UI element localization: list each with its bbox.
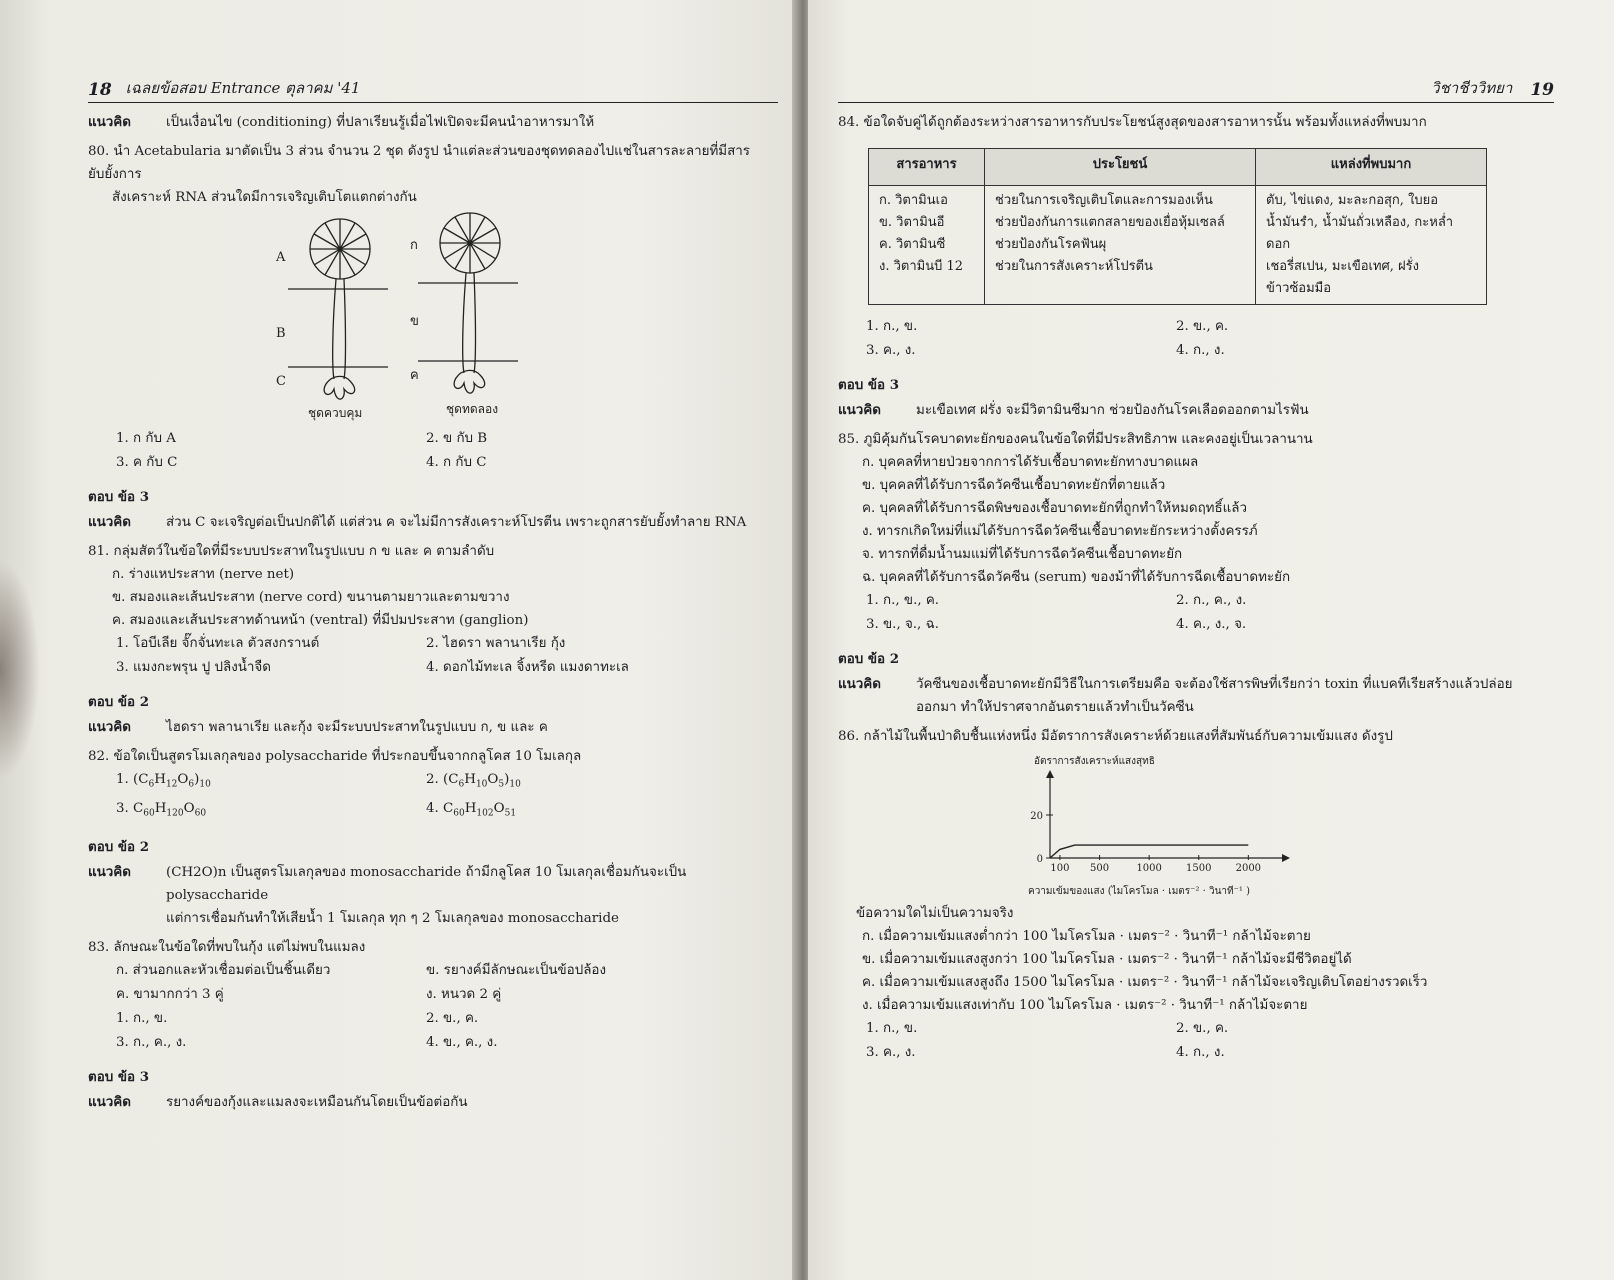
x-tick-label: 2000 [1235, 863, 1262, 874]
page-number: 18 [88, 80, 112, 100]
q85-option-1: 1. ก., ข., ค. [866, 593, 940, 608]
q82-answer: ตอบ ข้อ 2 [88, 839, 150, 856]
q83-option-4: 4. ข., ค., ง. [426, 1035, 498, 1051]
q81-option-3: 3. แมงกะพรุน ปู ปลิงน้ำจืด [116, 660, 271, 675]
nutrient: ข. วิตามินอี [879, 215, 945, 230]
q86-option-1: 1. ก., ข. [866, 1021, 918, 1036]
q86-option-2: 2. ข., ค. [1176, 1021, 1229, 1036]
q86-option-3: 3. ค., ง. [866, 1045, 916, 1060]
source: น้ำมันรำ, น้ำมันถั่วเหลือง, กะหล่ำดอก [1266, 215, 1454, 252]
note-text: ส่วน C จะเจริญต่อเป็นปกติได้ แต่ส่วน ค จะไม่มีการสังเคราะห์โปรตีน เพราะถูกสารยับยั้งทำลาย RNA [166, 515, 747, 530]
table-header: แหล่งที่พบมาก [1256, 149, 1487, 186]
q80-stem-1: 80. นำ Acetabularia มาตัดเป็น 3 ส่วน จำนวน 2 ชุด ดังรูป นำแต่ละส่วนของชุดทดลองไปแช่ในสารละลายที่มีสารยับยั้งการ [88, 144, 750, 182]
header-title: วิชาชีววิทยา [1431, 79, 1513, 97]
source-cell [1256, 186, 1487, 305]
q83-item: ค. ขามากกว่า 3 คู่ [116, 987, 224, 1003]
test-label-ko: ก [410, 238, 418, 253]
nutrient-table [868, 148, 1487, 305]
q85-item: ข. บุคคลที่ได้รับการฉีดวัคซีนเชื้อบาดทะยักที่ตายแล้ว [862, 478, 1166, 493]
right-page-header [838, 76, 1554, 103]
q85-options [838, 589, 1554, 637]
q85-item: ฉ. บุคคลที่ได้รับการฉีดวัคซีน (serum) ของม้าที่ได้รับการฉีดเชื้อบาดทะยัก [862, 570, 1291, 585]
q85-option-4: 4. ค., ง., จ. [1176, 617, 1247, 632]
test-label-kho: ข [410, 314, 419, 329]
q80-option-4: 4. ก กับ C [426, 455, 487, 470]
source: เชอรี่สเปน, มะเขือเทศ, ฝรั่ง [1266, 259, 1420, 274]
q84-note [838, 399, 1554, 422]
q84-options [838, 315, 1554, 363]
table-header-row [869, 149, 1487, 186]
note-text-2: ออกมา ทำให้ปราศจากอันตรายแล้วทำเป็นวัคซีน [916, 700, 1194, 715]
header-title: เฉลยข้อสอบ Entrance ตุลาคม '41 [125, 79, 361, 97]
nutrient: ง. วิตามินบี 12 [879, 259, 964, 274]
x-axis-arrow [1282, 854, 1290, 862]
q83-option-1: 1. ก., ข. [116, 1011, 168, 1027]
q81-option-4: 4. ดอกไม้ทะเล จิ้งหรีด แมงดาทะเล [426, 660, 629, 675]
q81-option-1: 1. โอบีเลีย จั๊กจั่นทะเล ตัวสงกรานต์ [116, 636, 320, 651]
test-rhizoid [454, 370, 485, 393]
note-label: แนวคิด [88, 514, 131, 530]
q85-option-2: 2. ก., ค., ง. [1176, 593, 1247, 608]
q81-item: ค. สมองและเส้นประสาทด้านหน้า (ventral) ที่มีปมประสาท (ganglion) [112, 613, 529, 628]
q83-option-2: 2. ข., ค. [426, 1011, 479, 1027]
test-stalk [463, 273, 476, 373]
q83-item: ข. รยางค์มีลักษณะเป็นข้อปล้อง [426, 963, 607, 979]
q84-option-1: 1. ก., ข. [866, 319, 918, 334]
benefit-cell [985, 186, 1256, 305]
q80-option-1: 1. ก กับ A [116, 431, 176, 446]
note-label: แนวคิด [838, 402, 881, 418]
page-number: 19 [1530, 80, 1554, 100]
nutrient: ค. วิตามินซี [879, 237, 946, 252]
note-label: แนวคิด [88, 114, 131, 130]
chart-svg [1008, 748, 1308, 898]
note-label: แนวคิด [88, 719, 131, 735]
y-tick-label: 0 [1036, 854, 1043, 865]
acetabularia-figure [88, 209, 778, 427]
q83-stem: 83. ลักษณะในข้อใดที่พบในกุ้ง แต่ไม่พบในแมลง [88, 940, 366, 956]
chart-ylabel: อัตราการสังเคราะห์แสงสุทธิ [1034, 756, 1155, 767]
benefit: ช่วยป้องกันการแตกสลายของเยื่อหุ้มเซลล์ [995, 215, 1225, 230]
q81-stem: 81. กลุ่มสัตว์ในข้อใดที่มีระบบประสาทในรูปแบบ ก ข และ ค ตามลำดับ [88, 544, 495, 559]
q85-item: จ. ทารกที่ดื่มน้ำนมแม่ที่ได้รับการฉีดวัคซีนเชื้อบาดทะยัก [862, 547, 1183, 562]
q85-answer: ตอบ ข้อ 2 [838, 651, 900, 667]
q80-option-2: 2. ข กับ B [426, 431, 488, 446]
q83-item: ง. หนวด 2 คู่ [426, 987, 502, 1003]
x-tick-label: 500 [1090, 863, 1110, 874]
x-tick-label: 100 [1050, 863, 1070, 874]
chart-xlabel: ความเข้มของแสง (ไมโครโมล · เมตร⁻² · วินาที⁻¹ ) [1028, 886, 1250, 897]
left-page [0, 0, 798, 1280]
note-text-1: วัคซีนของเชื้อบาดทะยักมีวิธีในการเตรียมคือ จะต้องใช้สารพิษที่เรียกว่า toxin ที่แบคทีเรียสร้างแล้วปล่อย [916, 677, 1513, 692]
table-header: ประโยชน์ [985, 149, 1256, 186]
note-label: แนวคิด [88, 864, 131, 881]
control-label-c: C [276, 374, 286, 389]
y-tick-label: 20 [1030, 811, 1043, 822]
q80-note [88, 511, 778, 534]
q86-item: ก. เมื่อความเข้มแสงต่ำกว่า 100 ไมโครโมล · เมตร⁻² · วินาที⁻¹ กล้าไม้จะตาย [862, 929, 1311, 944]
q80-answer: ตอบ ข้อ 3 [88, 489, 150, 505]
q80-stem-2: สังเคราะห์ RNA ส่วนใดมีการเจริญเติบโตแตกต่างกัน [112, 190, 417, 205]
q84-stem: 84. ข้อใดจับคู่ได้ถูกต้องระหว่างสารอาหารกับประโยชน์สูงสุดของสารอาหารนั้น พร้อมทั้งแหล่งที่พบมาก [838, 115, 1427, 130]
q81-options [88, 632, 778, 680]
q84-option-4: 4. ก., ง. [1176, 343, 1225, 358]
control-caption: ชุดควบคุม [308, 406, 363, 420]
q85-item: ค. บุคคลที่ได้รับการฉีดพิษของเชื้อบาดทะยักที่ถูกทำให้หมดฤทธิ์แล้ว [862, 501, 1248, 516]
acetabularia-svg [88, 209, 768, 427]
source: ข้าวซ้อมมือ [1266, 281, 1332, 296]
q82-note [88, 861, 778, 930]
photosynthesis-chart [1008, 748, 1554, 898]
q82-option-2: 2. $(C_6H_{10}O_5)_{10}$ [426, 772, 521, 790]
q81-item: ข. สมองและเส้นประสาท (nerve cord) ขนานตามยาวและตามขวาง [112, 590, 510, 605]
page-shadow [0, 560, 40, 780]
q82-option-4: 4. $C_{60}H_{102}O_{51}$ [426, 800, 517, 819]
benefit: ช่วยป้องกันโรคฟันผุ [995, 237, 1107, 252]
note-label: แนวคิด [88, 1094, 131, 1111]
q83-items [88, 959, 778, 1007]
q85-item: ก. บุคคลที่หายป่วยจากการได้รับเชื้อบาดทะยักทางบาดแผล [862, 455, 1199, 470]
test-label-kho-khwai: ค [410, 368, 419, 383]
control-label-b: B [276, 326, 286, 341]
note-text: รยางค์ของกุ้งและแมลงจะเหมือนกันโดยเป็นข้อต่อกัน [166, 1095, 468, 1111]
q85-stem: 85. ภูมิคุ้มกันโรคบาดทะยักของคนในข้อใดที่มีประสิทธิภาพ และคงอยู่เป็นเวลานาน [838, 432, 1313, 447]
q86-options [838, 1017, 1554, 1065]
q83-options [88, 1007, 778, 1055]
q85-note [838, 673, 1554, 719]
q82-stem: 82. ข้อใดเป็นสูตรโมเลกุลของ polysaccharide ที่ประกอบขึ้นจากกลูโคส 10 โมเลกุล [88, 749, 582, 764]
q82-options [88, 768, 778, 825]
right-page [808, 0, 1614, 1280]
benefit: ช่วยในการเจริญเติบโตและการมองเห็น [995, 193, 1213, 208]
q80-options [88, 427, 778, 475]
q85-option-3: 3. ข., จ., ฉ. [866, 617, 939, 632]
q83-note [88, 1091, 778, 1114]
q82-option-1: 1. $(C_6H_{12}O_6)_{10}$ [116, 772, 211, 790]
q83-answer: ตอบ ข้อ 3 [88, 1069, 150, 1086]
q84-answer: ตอบ ข้อ 3 [838, 377, 900, 393]
q86-stem: 86. กล้าไม้ในพื้นป่าดิบชื้นแห่งหนึ่ง มีอัตราการสังเคราะห์ด้วยแสงที่สัมพันธ์กับความเข้มแสง ดังรูป [838, 729, 1393, 744]
q86-item: ข. เมื่อความเข้มแสงสูงกว่า 100 ไมโครโมล · เมตร⁻² · วินาที⁻¹ กล้าไม้จะมีชีวิตอยู่ได้ [862, 952, 1352, 967]
prev-note [88, 111, 778, 134]
q84-option-2: 2. ข., ค. [1176, 319, 1229, 334]
q81-note [88, 716, 778, 739]
q86-prompt: ข้อความใดไม่เป็นความจริง [856, 906, 1014, 921]
x-tick-label: 1500 [1186, 863, 1212, 874]
test-caption: ชุดทดลอง [446, 402, 499, 416]
q86-item: ง. เมื่อความเข้มแสงเท่ากับ 100 ไมโครโมล · เมตร⁻² · วินาที⁻¹ กล้าไม้จะตาย [862, 998, 1308, 1013]
note-text: มะเขือเทศ ฝรั่ง จะมีวิตามินซีมาก ช่วยป้องกันโรคเลือดออกตามไรฟัน [916, 403, 1309, 418]
source: ตับ, ไข่แดง, มะละกอสุก, ใบยอ [1266, 193, 1439, 208]
q84-option-3: 3. ค., ง. [866, 343, 916, 358]
q81-option-2: 2. ไฮดรา พลานาเรีย กุ้ง [426, 636, 566, 651]
note-text-1: (CH2O)n เป็นสูตรโมเลกุลของ monosaccharide ถ้ามีกลูโคส 10 โมเลกุลเชื่อมกันจะเป็น polysaccharide [166, 865, 687, 904]
q86-item: ค. เมื่อความเข้มแสงสูงถึง 1500 ไมโครโมล · เมตร⁻² · วินาที⁻¹ กล้าไม้จะเจริญเติบโตอย่างรวดเร็ว [862, 975, 1428, 990]
table-row [869, 186, 1487, 305]
q83-item: ก. ส่วนอกและหัวเชื่อมต่อเป็นชิ้นเดียว [116, 963, 331, 979]
x-tick-label: 1000 [1136, 863, 1162, 874]
q85-item: ง. ทารกเกิดใหม่ที่แม่ได้รับการฉีดวัคซีนเชื้อบาดทะยักระหว่างตั้งครรภ์ [862, 524, 1258, 539]
table-header: สารอาหาร [869, 149, 985, 186]
control-stalk [333, 279, 346, 379]
nutrient: ก. วิตามินเอ [879, 193, 948, 208]
y-axis-arrow [1046, 770, 1054, 778]
control-rhizoid [324, 376, 355, 399]
q83-option-3: 3. ก., ค., ง. [116, 1035, 187, 1051]
note-text: ไฮดรา พลานาเรีย และกุ้ง จะมีระบบประสาทในรูปแบบ ก, ข และ ค [166, 720, 548, 735]
q81-answer: ตอบ ข้อ 2 [88, 694, 150, 710]
note-label: แนวคิด [838, 676, 881, 692]
note-text: เป็นเงื่อนไข (conditioning) ที่ปลาเรียนรู้เมื่อไฟเปิดจะมีคนนำอาหารมาให้ [166, 115, 595, 130]
q86-option-4: 4. ก., ง. [1176, 1045, 1225, 1060]
q80-option-3: 3. ค กับ C [116, 455, 178, 470]
note-text-2: แต่การเชื่อมกันทำให้เสียน้ำ 1 โมเลกุล ทุก ๆ 2 โมเลกุลของ monosaccharide [166, 911, 619, 927]
benefit: ช่วยในการสังเคราะห์โปรตีน [995, 259, 1153, 274]
control-label-a: A [276, 250, 286, 265]
nutrient-cell [869, 186, 985, 305]
left-page-header [88, 76, 778, 103]
q82-option-3: 3. $C_{60}H_{120}O_{60}$ [116, 800, 207, 819]
q81-item: ก. ร่างแหประสาท (nerve net) [112, 567, 295, 582]
